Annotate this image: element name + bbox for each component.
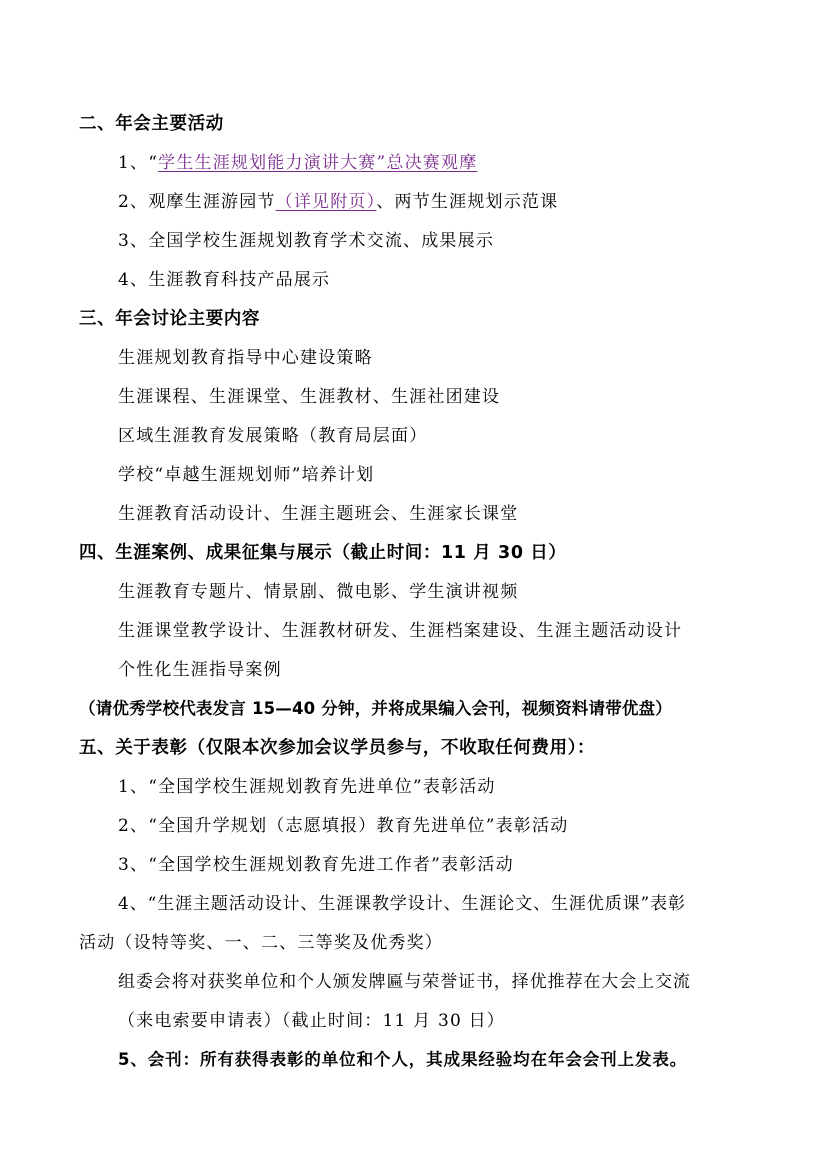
sec3-item: 生涯课程、生涯课堂、生涯教材、生涯社团建设 [118, 387, 501, 407]
sec3-item: 生涯教育活动设计、生涯主题班会、生涯家长课堂 [118, 504, 519, 524]
sec5-item-3: 3、“全国学校生涯规划教育先进工作者”表彰活动 [118, 855, 514, 875]
sec2-item-2-suffix: 、两节生涯规划示范课 [376, 192, 559, 212]
sec2-item-2-prefix: 2、观摩生涯游园节 [118, 192, 276, 212]
sec2-item-1-prefix: 1、“ [118, 153, 159, 173]
section-2-heading: 二、年会主要活动 [79, 114, 224, 134]
sec4-item: 个性化生涯指导案例 [118, 660, 282, 680]
sec3-item: 区域生涯教育发展策略（教育局层面） [118, 426, 428, 446]
sec2-item-1-link[interactable]: 学生生涯规划能力演讲大赛”总决赛观摩 [158, 153, 478, 173]
section-5-heading: 五、关于表彰（仅限本次参加会议学员参与，不收取任何费用）： [79, 738, 596, 758]
sec5-application-note: （来电索要申请表）（截止时间：11 月 30 日） [118, 1011, 505, 1031]
sec4-note: （请优秀学校代表发言 15—40 分钟，并将成果编入会刊，视频资料请带优盘） [79, 699, 673, 718]
sec2-item-2 [118, 190, 558, 214]
section-3-heading: 三、年会讨论主要内容 [79, 309, 260, 329]
sec3-item: 生涯规划教育指导中心建设策略 [118, 348, 373, 368]
sec5-item-4-continued: 活动（设特等奖、一、二、三等奖及优秀奖） [79, 933, 443, 953]
sec5-item-2: 2、“全国升学规划（志愿填报）教育先进单位”表彰活动 [118, 816, 569, 836]
sec5-award-paragraph: 组委会将对获奖单位和个人颁发牌匾与荣誉证书，择优推荐在大会上交流 [118, 972, 691, 992]
section-4-heading: 四、生涯案例、成果征集与展示（截止时间：11 月 30 日） [79, 543, 567, 563]
sec5-item-1: 1、“全国学校生涯规划教育先进单位”表彰活动 [118, 777, 496, 797]
sec5-item-4: 4、“生涯主题活动设计、生涯课教学设计、生涯论文、生涯优质课”表彰 [118, 894, 686, 914]
sec4-item: 生涯课堂教学设计、生涯教材研发、生涯档案建设、生涯主题活动设计 [118, 621, 683, 641]
sec5-journal-note: 5、会刊：所有获得表彰的单位和个人，其成果经验均在年会会刊上发表。 [118, 1050, 688, 1069]
sec2-item-1 [118, 151, 477, 175]
sec3-item: 学校“卓越生涯规划师”培养计划 [118, 465, 375, 485]
sec4-item: 生涯教育专题片、情景剧、微电影、学生演讲视频 [118, 582, 519, 602]
sec2-item-4: 4、生涯教育科技产品展示 [118, 270, 331, 290]
sec2-item-2-link[interactable]: （详见附页） [275, 192, 377, 212]
sec2-item-3: 3、全国学校生涯规划教育学术交流、成果展示 [118, 231, 495, 251]
